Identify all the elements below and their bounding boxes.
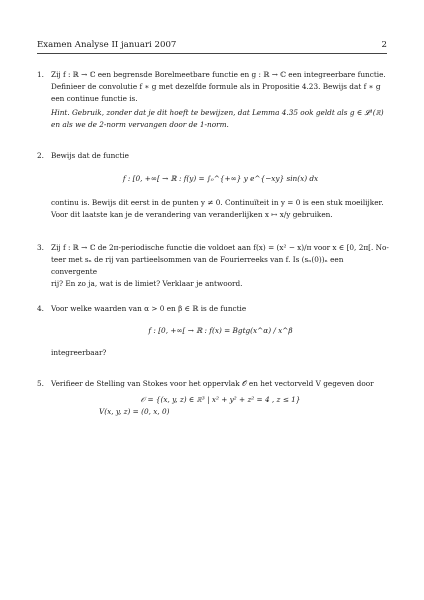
- problem-text-line: Definieer de convolutie f ∗ g met dezelfde formule als in Propositie 4.23. Bewijs dat f ∗ g: [51, 82, 381, 91]
- problem-intro: Voor welke waarden van α > 0 en β ∈ ℝ is de functie: [51, 304, 247, 313]
- problem-text-line: continu is. Bewijs dit eerst in de punten y ≠ 0. Continuïteit in y = 0 is een stuk moeilijker.: [51, 198, 384, 207]
- problem-text-line: teer met sₙ de rij van partieelsommen van de Fourierreeks van f. Is (sₙ(0))ₙ een convergente: [51, 255, 344, 276]
- problem-intro: Verifieer de Stelling van Stokes voor het oppervlak 𝒪 en het vectorveld V gegeven door: [51, 379, 374, 388]
- page-number: 2: [381, 40, 387, 50]
- problem-1: [37, 69, 390, 131]
- problem-text-line: een continue functie is.: [51, 94, 138, 103]
- hint-line: Hint. Gebruik, zonder dat je dit hoeft te bewijzen, dat Lemma 4.35 ook geldt als g ∈ 𝓛¹(ℝ): [51, 108, 384, 117]
- display-formula: f : [0, +∞[ → ℝ : f(x) = Bgtg(x^α) / x^β: [148, 326, 293, 335]
- problem-4: [37, 303, 390, 359]
- problem-label: 3.: [37, 243, 44, 252]
- problem-label: 4.: [37, 304, 44, 313]
- problem-label: 1.: [37, 70, 44, 79]
- display-formula-line: V(x, y, z) = (0, x, 0): [99, 407, 170, 416]
- page-header: [37, 40, 387, 50]
- header-rule: [37, 53, 387, 54]
- problem-text-line: Zij f : ℝ → ℂ een begrensde Borelmeetbare functie en g : ℝ → ℂ een integreerbare functie.: [51, 70, 386, 79]
- problem-3: [37, 242, 390, 290]
- problem-intro: Bewijs dat de functie: [51, 151, 129, 160]
- problem-5: [37, 378, 390, 418]
- problem-text-line: Voor dit laatste kan je de verandering van veranderlijken x ↦ x/y gebruiken.: [51, 210, 333, 219]
- header-title: Examen Analyse II januari 2007: [37, 40, 177, 50]
- hint-line: en als we de 2-norm vervangen door de 1-norm.: [51, 120, 229, 129]
- problem-label: 5.: [37, 379, 44, 388]
- problem-text-line: Zij f : ℝ → ℂ de 2π-periodische functie die voldoet aan f(x) = (x² − x)/π voor x ∈ [0, 2π[. No-: [51, 243, 389, 252]
- display-formula-line: 𝒪 = {(x, y, z) ∈ ℝ³ | x² + y² + z² = 4 , z ≤ 1}: [140, 395, 301, 404]
- problem-text-line: rij? En zo ja, wat is de limiet? Verklaar je antwoord.: [51, 279, 243, 288]
- problem-text-line: integreerbaar?: [51, 348, 107, 357]
- problem-label: 2.: [37, 151, 44, 160]
- problem-2: [37, 150, 390, 221]
- display-formula: f : [0, +∞[ → ℝ : f(y) = ∫₀^{+∞} y e^{−xy} sin(x) dx: [122, 174, 319, 183]
